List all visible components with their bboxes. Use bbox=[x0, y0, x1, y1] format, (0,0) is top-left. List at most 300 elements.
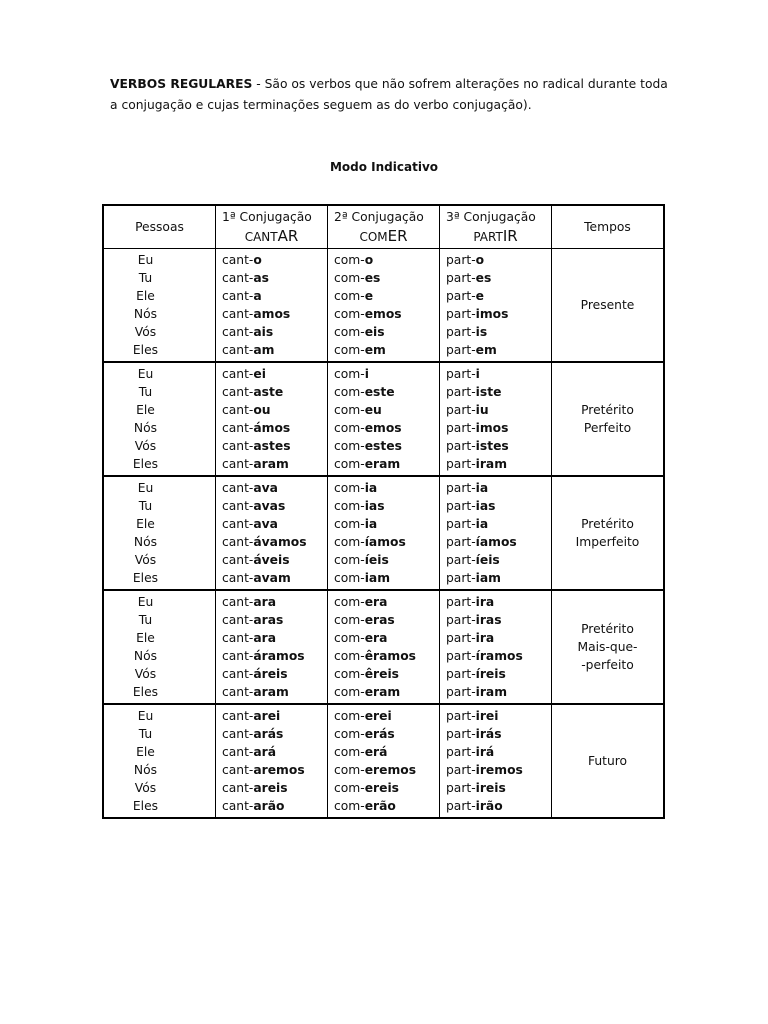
verb-stem: part- bbox=[446, 553, 476, 567]
person-label: Vós bbox=[134, 553, 157, 567]
verb-ending: avas bbox=[253, 499, 286, 513]
verb-ending: ara bbox=[253, 631, 277, 645]
verb-ending: eremos bbox=[364, 763, 417, 777]
verb-stem: cant- bbox=[222, 403, 254, 417]
verb-form bbox=[440, 269, 551, 287]
verb-ending: eras bbox=[364, 613, 395, 627]
verb-form bbox=[440, 323, 551, 341]
verb-stem: cant- bbox=[222, 763, 254, 777]
tense-name-line: Presente bbox=[580, 298, 635, 312]
verb-ending: i bbox=[364, 367, 369, 381]
conj1-cell bbox=[216, 362, 328, 476]
header-conj3-verb bbox=[440, 226, 551, 247]
verb-ending: istes bbox=[475, 439, 509, 453]
verb-stem: cant- bbox=[222, 517, 254, 531]
verb-ending: o bbox=[253, 253, 262, 267]
verb-stem: com- bbox=[334, 481, 365, 495]
intro-bold-term: VERBOS REGULARES bbox=[110, 77, 253, 91]
verb-ending: imos bbox=[475, 307, 509, 321]
verb-form bbox=[440, 761, 551, 779]
verb-stem: part- bbox=[446, 325, 476, 339]
verb-stem: part- bbox=[446, 763, 476, 777]
verb-ending: íreis bbox=[475, 667, 506, 681]
verb-ending: este bbox=[364, 385, 395, 399]
verb-form bbox=[328, 515, 439, 533]
verb-stem: part- bbox=[446, 481, 476, 495]
verb-stem: com- bbox=[334, 727, 365, 741]
verb-ending: iam bbox=[475, 571, 501, 585]
conj2-cell bbox=[328, 590, 440, 704]
verb-ending: emos bbox=[364, 307, 402, 321]
conj1-cell bbox=[216, 590, 328, 704]
header-conj2-ending: ER bbox=[387, 226, 408, 245]
verb-ending: aras bbox=[253, 613, 284, 627]
verb-ending: aste bbox=[253, 385, 284, 399]
verb-stem: part- bbox=[446, 781, 476, 795]
verb-form bbox=[328, 569, 439, 587]
verb-ending: ava bbox=[253, 517, 278, 531]
verb-form bbox=[328, 437, 439, 455]
verb-ending: íeis bbox=[364, 553, 389, 567]
verb-form bbox=[440, 725, 551, 743]
tense-group-row bbox=[103, 362, 664, 476]
person-label: Tu bbox=[138, 727, 153, 741]
verb-form bbox=[328, 341, 439, 359]
header-conj2-stem: COM bbox=[359, 229, 388, 244]
tense-name-cell bbox=[552, 590, 665, 704]
verb-stem: part- bbox=[446, 799, 476, 813]
verb-ending: is bbox=[475, 325, 488, 339]
conj2-cell bbox=[328, 249, 440, 363]
verb-form bbox=[328, 647, 439, 665]
tense-name-line: Pretérito bbox=[581, 622, 634, 636]
conj1-cell bbox=[216, 704, 328, 818]
conj3-cell bbox=[440, 590, 552, 704]
verb-ending: ávamos bbox=[253, 535, 307, 549]
verb-form bbox=[440, 683, 551, 701]
verb-stem: part- bbox=[446, 535, 476, 549]
verb-form bbox=[328, 665, 439, 683]
person-label: Eles bbox=[132, 343, 159, 357]
verb-form bbox=[328, 743, 439, 761]
verb-stem: cant- bbox=[222, 385, 254, 399]
verb-stem: part- bbox=[446, 595, 476, 609]
header-conj1-label: 1ª Conjugação bbox=[222, 209, 312, 224]
verb-ending: o bbox=[475, 253, 485, 267]
verb-ending: iste bbox=[475, 385, 502, 399]
person-label: Eles bbox=[132, 457, 159, 471]
verb-form bbox=[216, 779, 327, 797]
verb-form bbox=[216, 383, 327, 401]
tense-name-line: Perfeito bbox=[583, 421, 632, 435]
verb-ending: erás bbox=[364, 727, 395, 741]
verb-stem: com- bbox=[334, 781, 365, 795]
verb-stem: cant- bbox=[222, 457, 254, 471]
verb-form bbox=[328, 251, 439, 269]
verb-ending: i bbox=[475, 367, 480, 381]
verb-stem: cant- bbox=[222, 367, 254, 381]
verb-form bbox=[440, 797, 551, 815]
person-label: Eles bbox=[132, 571, 159, 585]
verb-stem: part- bbox=[446, 421, 476, 435]
verb-form bbox=[216, 533, 327, 551]
verb-ending: ira bbox=[475, 595, 495, 609]
person-label: Eu bbox=[137, 595, 154, 609]
table-header-row bbox=[103, 205, 664, 249]
person-label: Eles bbox=[132, 685, 159, 699]
header-conj3 bbox=[440, 205, 552, 249]
header-conj2-label: 2ª Conjugação bbox=[334, 209, 424, 224]
verb-form bbox=[328, 479, 439, 497]
verb-ending: era bbox=[364, 595, 388, 609]
verb-ending: êreis bbox=[364, 667, 399, 681]
person-label: Eu bbox=[137, 481, 154, 495]
verb-form bbox=[440, 665, 551, 683]
verb-ending: ais bbox=[253, 325, 274, 339]
verb-form bbox=[328, 629, 439, 647]
verb-form bbox=[440, 251, 551, 269]
verb-stem: part- bbox=[446, 403, 476, 417]
verb-form bbox=[440, 629, 551, 647]
verb-stem: com- bbox=[334, 457, 365, 471]
verb-ending: eram bbox=[364, 685, 401, 699]
verb-stem: part- bbox=[446, 571, 476, 585]
verb-ending: ara bbox=[253, 595, 277, 609]
verb-ending: ira bbox=[475, 631, 495, 645]
verb-stem: com- bbox=[334, 571, 365, 585]
verb-stem: part- bbox=[446, 727, 476, 741]
verb-ending: irei bbox=[475, 709, 499, 723]
verb-ending: a bbox=[253, 289, 262, 303]
person-label: Vós bbox=[134, 667, 157, 681]
person-label: Nós bbox=[133, 421, 158, 435]
verb-form bbox=[216, 251, 327, 269]
verb-stem: cant- bbox=[222, 745, 254, 759]
person-label: Vós bbox=[134, 439, 157, 453]
verb-stem: cant- bbox=[222, 271, 254, 285]
verb-form bbox=[440, 611, 551, 629]
verb-ending: áveis bbox=[253, 553, 290, 567]
verb-stem: cant- bbox=[222, 535, 254, 549]
verb-form bbox=[216, 683, 327, 701]
header-conj1-verb bbox=[216, 226, 327, 247]
verb-stem: com- bbox=[334, 613, 365, 627]
person-label: Eles bbox=[132, 799, 159, 813]
verb-ending: e bbox=[475, 289, 484, 303]
tense-name-line: Imperfeito bbox=[575, 535, 640, 549]
verb-stem: com- bbox=[334, 403, 365, 417]
verb-stem: com- bbox=[334, 499, 365, 513]
verb-stem: cant- bbox=[222, 631, 254, 645]
verb-form bbox=[440, 479, 551, 497]
verb-stem: cant- bbox=[222, 553, 254, 567]
verb-ending: amos bbox=[253, 307, 291, 321]
verb-form bbox=[216, 665, 327, 683]
verb-ending: e bbox=[364, 289, 374, 303]
verb-ending: emos bbox=[364, 421, 402, 435]
verb-stem: cant- bbox=[222, 781, 254, 795]
verb-ending: erei bbox=[364, 709, 392, 723]
tense-name-cell bbox=[552, 476, 665, 590]
verb-ending: íramos bbox=[475, 649, 523, 663]
verb-form bbox=[216, 629, 327, 647]
verb-stem: part- bbox=[446, 745, 476, 759]
verb-stem: com- bbox=[334, 595, 365, 609]
verb-stem: part- bbox=[446, 667, 476, 681]
verb-ending: êramos bbox=[364, 649, 416, 663]
verb-form bbox=[440, 569, 551, 587]
verb-form bbox=[328, 707, 439, 725]
verb-form bbox=[328, 455, 439, 473]
verb-stem: cant- bbox=[222, 709, 254, 723]
verb-ending: ias bbox=[364, 499, 385, 513]
conj3-cell bbox=[440, 249, 552, 363]
verb-ending: aremos bbox=[253, 763, 305, 777]
verb-ending: ias bbox=[475, 499, 496, 513]
verb-ending: aram bbox=[253, 457, 289, 471]
verb-ending: imos bbox=[475, 421, 509, 435]
persons-cell bbox=[103, 704, 216, 818]
verb-form bbox=[440, 647, 551, 665]
tense-name-cell bbox=[552, 704, 665, 818]
verb-ending: ia bbox=[364, 517, 378, 531]
verb-ending: íamos bbox=[475, 535, 517, 549]
verb-form bbox=[440, 437, 551, 455]
verb-form bbox=[440, 287, 551, 305]
person-label: Tu bbox=[138, 271, 153, 285]
person-label: Nós bbox=[133, 307, 158, 321]
verb-stem: part- bbox=[446, 367, 476, 381]
person-label: Eu bbox=[137, 253, 154, 267]
verb-form bbox=[328, 305, 439, 323]
verb-ending: ou bbox=[253, 403, 271, 417]
verb-ending: ei bbox=[253, 367, 266, 381]
verb-form bbox=[328, 401, 439, 419]
verb-stem: cant- bbox=[222, 727, 254, 741]
verb-form bbox=[216, 269, 327, 287]
tense-group-row bbox=[103, 249, 664, 363]
verb-ending: ia bbox=[475, 517, 489, 531]
tense-name-line: Pretérito bbox=[581, 517, 634, 531]
verb-ending: erão bbox=[364, 799, 396, 813]
tense-name-line: Mais-que- bbox=[577, 640, 638, 654]
verb-ending: erá bbox=[364, 745, 388, 759]
person-label: Ele bbox=[136, 403, 155, 417]
verb-stem: cant- bbox=[222, 307, 254, 321]
verb-ending: em bbox=[475, 343, 497, 357]
header-conj3-label: 3ª Conjugação bbox=[446, 209, 536, 224]
verb-form bbox=[216, 437, 327, 455]
verb-stem: cant- bbox=[222, 613, 254, 627]
conj2-cell bbox=[328, 476, 440, 590]
verb-ending: iam bbox=[364, 571, 391, 585]
verb-stem: part- bbox=[446, 439, 476, 453]
verb-ending: em bbox=[364, 343, 386, 357]
verb-ending: irão bbox=[475, 799, 503, 813]
verb-ending: iu bbox=[475, 403, 489, 417]
verb-stem: part- bbox=[446, 613, 476, 627]
verb-ending: as bbox=[253, 271, 269, 285]
verb-stem: cant- bbox=[222, 499, 254, 513]
verb-form bbox=[328, 593, 439, 611]
persons-cell bbox=[103, 590, 216, 704]
verb-form bbox=[328, 761, 439, 779]
verb-stem: part- bbox=[446, 457, 476, 471]
verb-ending: irás bbox=[475, 727, 502, 741]
verb-stem: com- bbox=[334, 553, 365, 567]
verb-ending: es bbox=[364, 271, 381, 285]
person-label: Ele bbox=[136, 517, 155, 531]
verb-stem: com- bbox=[334, 649, 365, 663]
verb-form bbox=[440, 365, 551, 383]
verb-stem: part- bbox=[446, 709, 476, 723]
verb-form bbox=[328, 611, 439, 629]
intro-paragraph bbox=[110, 74, 670, 116]
verb-ending: iremos bbox=[475, 763, 523, 777]
verb-form bbox=[216, 287, 327, 305]
conj2-cell bbox=[328, 362, 440, 476]
verb-stem: com- bbox=[334, 367, 365, 381]
verb-form bbox=[328, 797, 439, 815]
verb-ending: areis bbox=[253, 781, 288, 795]
verb-ending: era bbox=[364, 631, 388, 645]
person-label: Ele bbox=[136, 631, 155, 645]
tense-name-cell bbox=[552, 249, 665, 363]
verb-form bbox=[328, 383, 439, 401]
verb-ending: am bbox=[253, 343, 275, 357]
verb-form bbox=[440, 551, 551, 569]
verb-ending: eram bbox=[364, 457, 401, 471]
person-label: Tu bbox=[138, 499, 153, 513]
verb-stem: cant- bbox=[222, 253, 254, 267]
conj3-cell bbox=[440, 362, 552, 476]
verb-stem: cant- bbox=[222, 421, 254, 435]
verb-stem: cant- bbox=[222, 439, 254, 453]
verb-stem: cant- bbox=[222, 325, 254, 339]
verb-form bbox=[440, 455, 551, 473]
verb-stem: cant- bbox=[222, 685, 254, 699]
verb-ending: ia bbox=[364, 481, 378, 495]
verb-form bbox=[328, 533, 439, 551]
verb-form bbox=[328, 323, 439, 341]
persons-cell bbox=[103, 362, 216, 476]
person-label: Eu bbox=[137, 367, 154, 381]
person-label: Ele bbox=[136, 289, 155, 303]
verb-stem: com- bbox=[334, 439, 365, 453]
verb-stem: cant- bbox=[222, 595, 254, 609]
verb-stem: part- bbox=[446, 631, 476, 645]
verb-form bbox=[328, 725, 439, 743]
verb-form bbox=[440, 419, 551, 437]
verb-form bbox=[328, 269, 439, 287]
person-label: Nós bbox=[133, 649, 158, 663]
verb-stem: part- bbox=[446, 289, 476, 303]
verb-form bbox=[216, 647, 327, 665]
verb-stem: part- bbox=[446, 307, 476, 321]
verb-ending: arei bbox=[253, 709, 281, 723]
verb-form bbox=[216, 305, 327, 323]
verb-stem: com- bbox=[334, 421, 365, 435]
verb-form bbox=[440, 497, 551, 515]
verb-stem: part- bbox=[446, 271, 476, 285]
verb-stem: part- bbox=[446, 499, 476, 513]
header-conj1-ending: AR bbox=[277, 226, 299, 245]
verb-ending: íamos bbox=[364, 535, 406, 549]
person-label: Nós bbox=[133, 763, 158, 777]
conj2-cell bbox=[328, 704, 440, 818]
verb-form bbox=[328, 419, 439, 437]
person-label: Tu bbox=[138, 613, 153, 627]
conj1-cell bbox=[216, 476, 328, 590]
verb-ending: irá bbox=[475, 745, 495, 759]
header-conj1-stem: CANT bbox=[244, 229, 278, 244]
verb-form bbox=[440, 305, 551, 323]
verb-form bbox=[216, 569, 327, 587]
verb-ending: áramos bbox=[253, 649, 305, 663]
verb-form bbox=[216, 611, 327, 629]
verb-ending: eis bbox=[364, 325, 385, 339]
verb-stem: part- bbox=[446, 649, 476, 663]
verb-form bbox=[216, 515, 327, 533]
person-label: Ele bbox=[136, 745, 155, 759]
verb-stem: cant- bbox=[222, 481, 254, 495]
verb-ending: ava bbox=[253, 481, 278, 495]
verb-form bbox=[440, 707, 551, 725]
verb-form bbox=[216, 455, 327, 473]
intro-text: - São os verbos que não sofrem alterações no radical durante toda a conjugação e cujas terminações seguem as do verbo conjugação). bbox=[110, 77, 668, 112]
verb-ending: ereis bbox=[364, 781, 399, 795]
tense-group-row bbox=[103, 476, 664, 590]
verb-ending: arão bbox=[253, 799, 285, 813]
verb-ending: eu bbox=[364, 403, 382, 417]
verb-form bbox=[216, 551, 327, 569]
verb-stem: part- bbox=[446, 253, 476, 267]
verb-stem: com- bbox=[334, 253, 365, 267]
verb-stem: com- bbox=[334, 685, 365, 699]
verb-stem: com- bbox=[334, 709, 365, 723]
verb-form bbox=[440, 341, 551, 359]
verb-form bbox=[216, 479, 327, 497]
verb-ending: aram bbox=[253, 685, 289, 699]
verb-form bbox=[216, 725, 327, 743]
verb-form bbox=[328, 683, 439, 701]
verb-form bbox=[216, 365, 327, 383]
verb-stem: com- bbox=[334, 271, 365, 285]
verb-ending: avam bbox=[253, 571, 291, 585]
verb-stem: part- bbox=[446, 685, 476, 699]
verb-stem: part- bbox=[446, 517, 476, 531]
verb-form bbox=[440, 743, 551, 761]
verb-form bbox=[216, 401, 327, 419]
verb-form bbox=[440, 593, 551, 611]
verb-stem: cant- bbox=[222, 649, 254, 663]
verb-form bbox=[328, 365, 439, 383]
verb-ending: ireis bbox=[475, 781, 506, 795]
conj3-cell bbox=[440, 704, 552, 818]
verb-ending: ará bbox=[253, 745, 277, 759]
person-label: Vós bbox=[134, 781, 157, 795]
verb-stem: com- bbox=[334, 631, 365, 645]
header-conj3-stem: PART bbox=[473, 229, 503, 244]
verb-ending: arás bbox=[253, 727, 284, 741]
verb-form bbox=[216, 323, 327, 341]
header-conj2 bbox=[328, 205, 440, 249]
tense-group-row bbox=[103, 704, 664, 818]
verb-stem: part- bbox=[446, 343, 476, 357]
header-tenses: Tempos bbox=[552, 205, 665, 249]
persons-cell bbox=[103, 476, 216, 590]
verb-form bbox=[216, 707, 327, 725]
